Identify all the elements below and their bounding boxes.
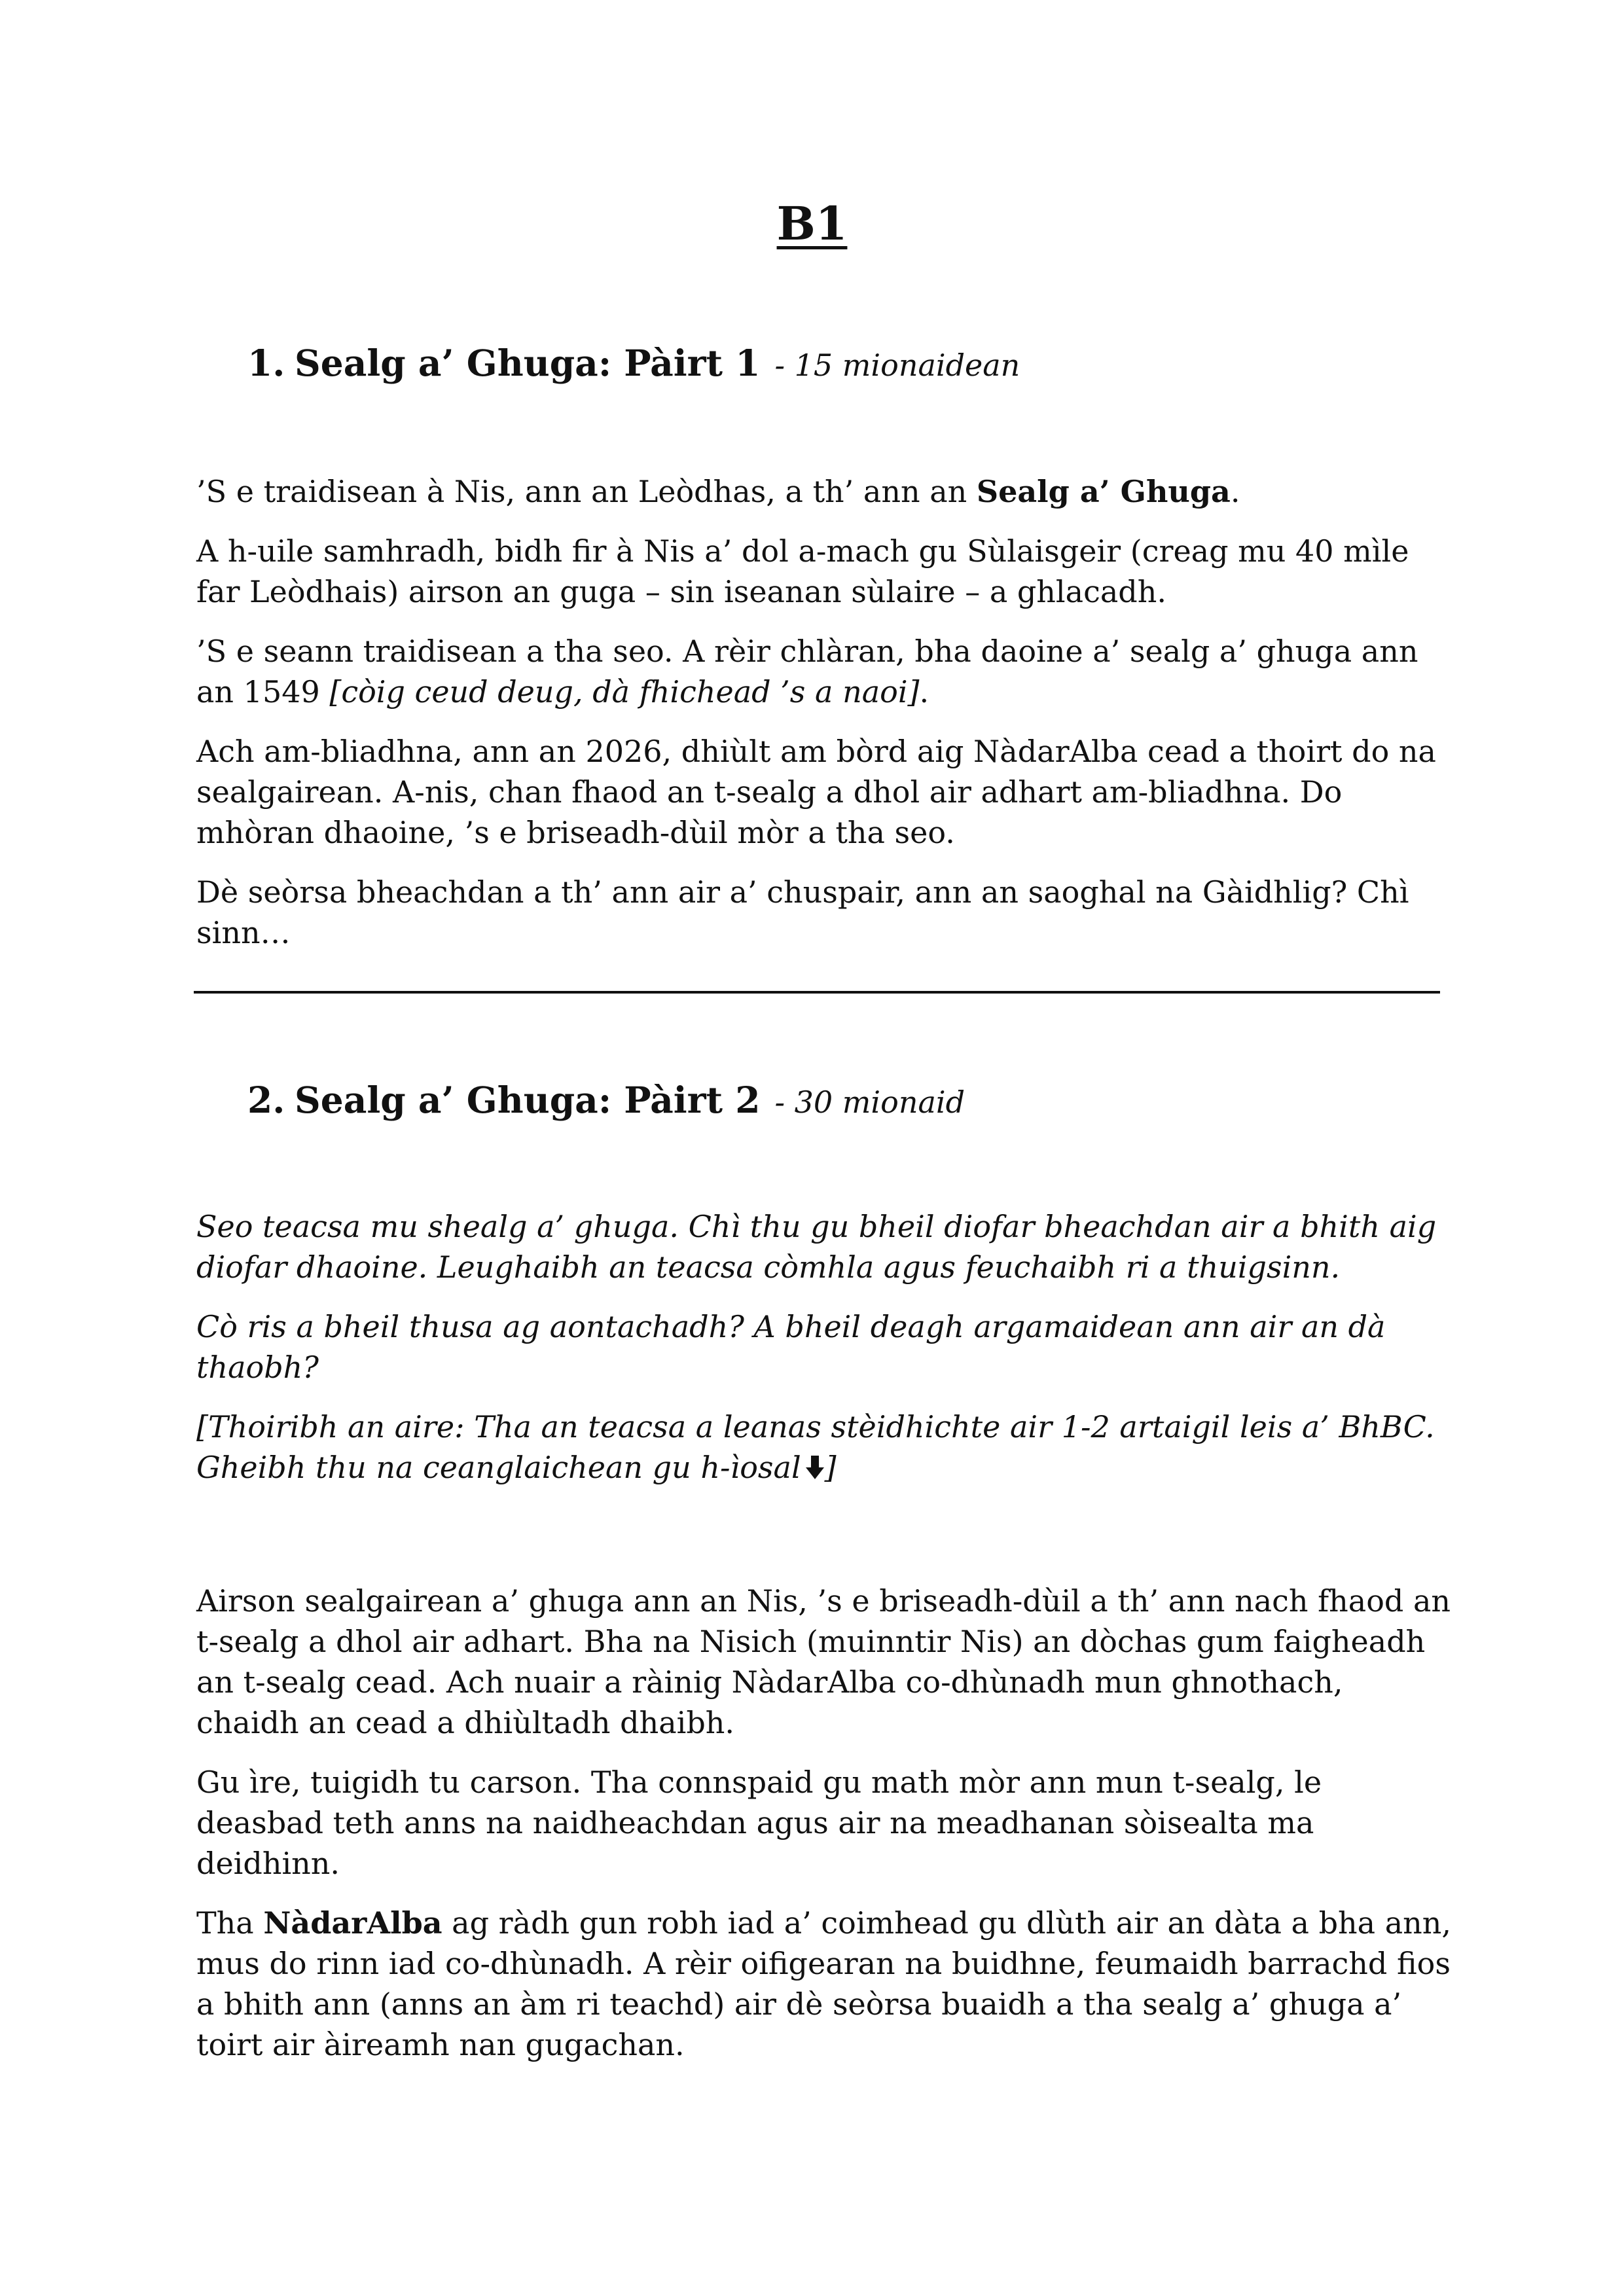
section-2-intro-paragraph-1: Seo teacsa mu shealg a’ ghuga. Chì thu gu bheil diofar bheachdan air a bhith aig diofar dhaoine. Leughaibh an teacsa còmhla agus feuchaibh ri a thuigsinn. [196,1209,1437,1285]
section-1-number: 1. [247,342,285,384]
section-2-note: [Thoiribh an aire: Tha an teacsa a leanas stèidhichte air 1-2 artaigil leis a’ BhBC. Gheibh thu na ceanglaichean gu h-ìosal ] [196,1409,1435,1485]
nadaralba-term: NàdarAlba [263,1905,442,1941]
section-1-title: Sealg a’ Ghuga: Pàirt 1 [295,342,761,384]
sealg-term: Sealg a’ Ghuga [976,474,1231,509]
section-2-paragraph-1: Airson sealgairean a’ ghuga ann an Nis, ’s e briseadh-dùil a th’ ann nach fhaod an t-sealg a dhol air adhart. Bha na Nisich (muinntir Nis) an dòchas gum faigheadh an t-sealg cead. Ach nuair a ràinig NàdarAlba co-dhùnadh mun ghnothach, chaidh an cead a dhiùltadh dhaibh. [196,1583,1451,1740]
section-1-paragraph-3: ’S e seann traidisean a tha seo. A rèir chlàran, bha daoine a’ sealg a’ ghuga ann an 1549 [còig ceud deug, dà fhichead ’s a naoi]. [196,634,1418,709]
section-2-heading [247,1079,965,1121]
year-in-words: [còig ceud deug, dà fhichead ’s a naoi] [329,674,920,709]
section-1-paragraph-5: Dè seòrsa bheachdan a th’ ann air a’ chuspair, ann an saoghal na Gàidhlig? Chì sinn… [196,874,1409,950]
section-2-intro-paragraph-2: Cò ris a bheil thusa ag aontachadh? A bheil deagh argamaidean ann air an dà thaobh? [196,1309,1386,1385]
section-2-duration: - 30 mionaid [774,1085,965,1120]
section-divider [194,991,1440,994]
section-1-paragraph-4: Ach am-bliadhna, ann an 2026, dhiùlt am bòrd aig NàdarAlba cead a thoirt do na sealgairean. A-nis, chan fhaod an t-sealg a dhol air adhart am-bliadhna. Do mhòran dhaoine, ’s e briseadh-dùil mòr a tha seo. [196,734,1436,850]
section-1-duration: - 15 mionaidean [774,348,1020,383]
section-2-title: Sealg a’ Ghuga: Pàirt 2 [295,1079,761,1121]
section-1-paragraph-2: A h-uile samhradh, bidh fir à Nis a’ dol a-mach gu Sùlaisgeir (creag mu 40 mìle far Leòdhais) airson an guga – sin iseanan sùlaire – a ghlacadh. [196,533,1409,609]
section-2-number: 2. [247,1079,285,1121]
section-2-paragraph-3: Tha NàdarAlba ag ràdh gun robh iad a’ coimhead gu dlùth air an dàta a bha ann, mus do rinn iad co-dhùnadh. A rèir oifigearan na buidhne, feumaidh barrachd fios a bhith ann (anns an àm ri teachd) air dè seòrsa buaidh a tha sealg a’ ghuga a’ toirt air àireamh nan gugachan. [196,1905,1451,2062]
arrow-down-icon [805,1454,825,1480]
section-2-intro [196,1206,1453,1507]
section-1-body [196,471,1453,972]
section-1-paragraph-1: ’S e traidisean à Nis, ann an Leòdhas, a th’ ann an Sealg a’ Ghuga. [196,474,1240,509]
section-2-body [196,1581,1453,2084]
document-title: B1 [776,196,848,251]
section-1-heading [247,342,1020,384]
section-2-paragraph-2: Gu ìre, tuigidh tu carson. Tha connspaid gu math mòr ann mun t-sealg, le deasbad teth anns na naidheachdan agus air na meadhanan sòisealta ma deidhinn. [196,1765,1322,1881]
